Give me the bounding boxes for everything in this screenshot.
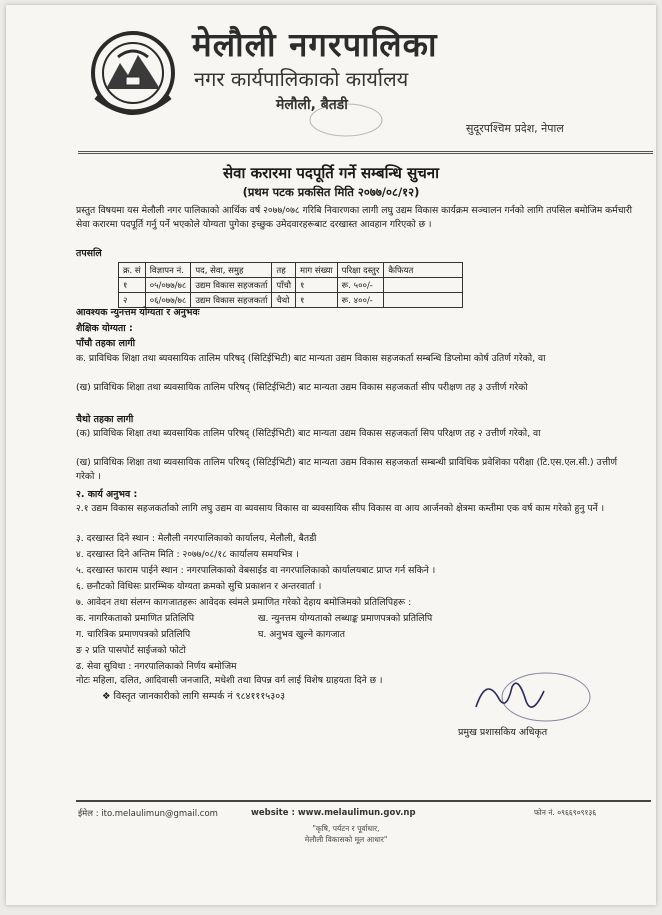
table-header-cell: कैफियत (384, 263, 463, 278)
table-cell: उद्यम विकास सहजकर्ता (191, 293, 272, 308)
point-item: ७. आवेदन तथा संलग्न कागजातहरूः आवेदक स्वंमले प्रमाणित गरेको देहाय बमोजिमको प्रतिलिपिहरू : (76, 597, 412, 608)
table-cell: २ (119, 293, 146, 308)
table-cell: १ (119, 278, 146, 293)
table-header-cell: पद, सेवा, समुह (191, 263, 272, 278)
level5-heading: पाँचौ तहका लागी (76, 338, 136, 349)
footer-website: website : www.melaulimun.gov.np (251, 808, 416, 818)
header-divider (78, 151, 653, 154)
table-cell: उद्यम विकास सहजकर्ता (191, 278, 272, 293)
photo-requirement: ङ २ प्रति पासपोर्ट साईजको फोटो (76, 645, 186, 656)
table-cell: ०५/०७७/७८ (145, 278, 191, 293)
table-cell: १ (296, 293, 338, 308)
point-item: ३. दरखास्त दिने स्थान : मेलौली नगरपालिकाको कार्यालय, मेलौली, बैतडी (76, 533, 317, 544)
point-item: ५. दरखास्त फाराम पाईने स्थान : नगरपालिकाको वेबसाईड वा नगरपालिकाको कार्यालयबाट प्राप्त गर्न सकिने । (76, 565, 436, 576)
level5-item: (ख) प्राविधिक शिक्षा तथा ब्यवसायिक तालिम परिषद् (सिटिईभिटी) बाट मान्यता उद्यम विकास सहजकर्ता सीप परीक्षण तह ३ उत्तीर्ण गरेको (76, 382, 528, 393)
motto-line: "कृषि, पर्यटन र पूर्वाधार, (312, 824, 380, 833)
document-item: ग. चारित्रिक प्रमाणपत्रको प्रतिलिपि (76, 629, 191, 640)
signature-icon (456, 667, 596, 727)
experience-heading: २. कार्य अनुभव : (76, 489, 138, 500)
table-header-cell: माग संख्या (296, 263, 338, 278)
table-cell: चैथो (272, 293, 296, 308)
document-item: ख. न्युनत्तम योग्यताको लब्धाङ्क प्रमाणपत्रको प्रतिलिपि (258, 613, 433, 624)
point-item: ४. दरखास्त दिने अन्तिम मिति : २०७७/०८/१८ कार्यालय समयभित्र । (76, 549, 299, 560)
motto-line: मेलौली विकासको मूल आधार" (304, 835, 388, 844)
level4-item: (ख) प्राविधिक शिक्षा तथा ब्यवसायिक तालिम परिषद् (सिटिईभिटी) बाट मान्यता उद्यम विकास सहजकर्ता सम्बन्धी प्राविधिक प्रवेशिका परीक्षा (टि.एस.एल.सी.) उत्तीर्ण गरेको । (76, 457, 617, 482)
organization-name: मेलौली नगरपालिका (192, 25, 438, 64)
footer-phone: फोन नं. ०९६६९०९१३६ (534, 808, 597, 817)
table-cell (384, 293, 463, 308)
table-header-cell: क्र. सं (119, 263, 146, 278)
table-row (119, 278, 463, 293)
province-label: सुदूरपश्चिम प्रदेश, नेपाल (466, 122, 564, 135)
table-cell: रू. ४००/- (337, 293, 384, 308)
table-header-cell: तह (272, 263, 296, 278)
table-cell (384, 278, 463, 293)
table-cell: १ (296, 278, 338, 293)
qualification-heading: आवश्यक न्युनत्तम योग्यता र अनुभवः (76, 307, 200, 318)
table-header-cell: परिक्षा दस्तुर (337, 263, 384, 278)
notice-page (6, 5, 656, 905)
footer-email: ईमेल : ito.melaulimun@gmail.com (78, 809, 218, 819)
footer-motto (276, 823, 416, 845)
notice-note: नोटः महिला, दलित, आदिवासी जनजाति, मधेशी तथा विपन्न वर्ग लाई विशेष ग्राहयता दिने छ । (76, 675, 383, 686)
tapasil-label: तपसलि (76, 248, 102, 259)
experience-text: २.१ उद्यम विकास सहजकर्ताको लागि लघु उद्यम वा ब्यवसाय विकास वा ब्यवसायिक सीप विकास वा आय आर्जनको क्षेत्रमा कम्तीमा एक वर्ष काम गरेको हुनु पर्ने । (76, 503, 605, 514)
table-header-cell: विज्ञापन नं. (145, 263, 191, 278)
service-facility: ढ. सेवा सुविधा : नगरपालिकाको निर्णय बमोजिम (76, 661, 237, 672)
contact-info: ❖ विस्तृत जानकारीको लागि सम्पर्क नं ९८४१११५३०३ (102, 691, 286, 702)
level4-item: (क) प्राविधिक शिक्षा तथा ब्यवसायिक तालिम परिषद् (सिटिईभिटी) बाट मान्यता उद्यम विकास सहजकर्ता सिप परिक्षण तह २ उत्तीर्ण गरेको, वा (76, 428, 541, 439)
level5-item: क. प्राविधिक शिक्षा तथा ब्यवसायिक तालिम परिषद् (सिटिईभिटी) बाट मान्यता उद्यम विकास सहजकर्ता सम्बन्धि डिप्लोमा कोर्ष उतिर्ण गरेको, वा (76, 353, 546, 364)
table-header-row (119, 263, 463, 278)
education-heading: शैक्षिक योग्यता : (76, 323, 133, 334)
footer-divider (76, 800, 651, 802)
document-item: क. नागरिकताको प्रमाणित प्रतिलिपि (76, 613, 195, 624)
table-cell: ०६/०७७/७८ (145, 293, 191, 308)
vacancy-table (118, 262, 463, 308)
office-stamp-icon (306, 101, 386, 139)
notice-intro: प्रस्तुत विषयमा यस मेलौली नगर पालिकाको आर्थिक वर्ष २०७७/०७८ गरिबि निवारणका लागी लघु उद्यम विकास कार्यक्रम सञ्चालन गर्नको लागि तपसिल बमोजिम कर्मचारी सेवा करारमा पदपूर्ति गर्नु पर्ने भएकोले योग्यता पुगेका इच्छुक उमेदवारहरूबाट दरखास्त आवहान गरिएको छ । (76, 205, 633, 230)
municipality-emblem-icon (88, 27, 178, 123)
office-address: मेलौली, बैतडी (276, 97, 348, 113)
document-item: घ. अनुभव खुल्ने कागजात (258, 629, 346, 640)
notice-title: सेवा करारमा पदपूर्ति गर्ने सम्बन्धि सुचना (223, 164, 439, 182)
level4-heading: चैथो तहका लागी (76, 414, 134, 425)
table-cell: रू. ५००/- (337, 278, 384, 293)
office-name: नगर कार्यपालिकाको कार्यालय (194, 67, 409, 91)
notice-subtitle: (प्रथम पटक प्रकसित मिति २०७७/०८/१२) (242, 185, 420, 199)
table-cell: पाँचौ (272, 278, 296, 293)
signer-title: प्रमुख प्रशासकिय अधिकृत (458, 727, 548, 738)
point-item: ६. छनौटको विधिसः प्रारम्भिक योग्यता क्रमको सुचि प्रकाशन र अन्तरवार्ता । (76, 581, 322, 592)
